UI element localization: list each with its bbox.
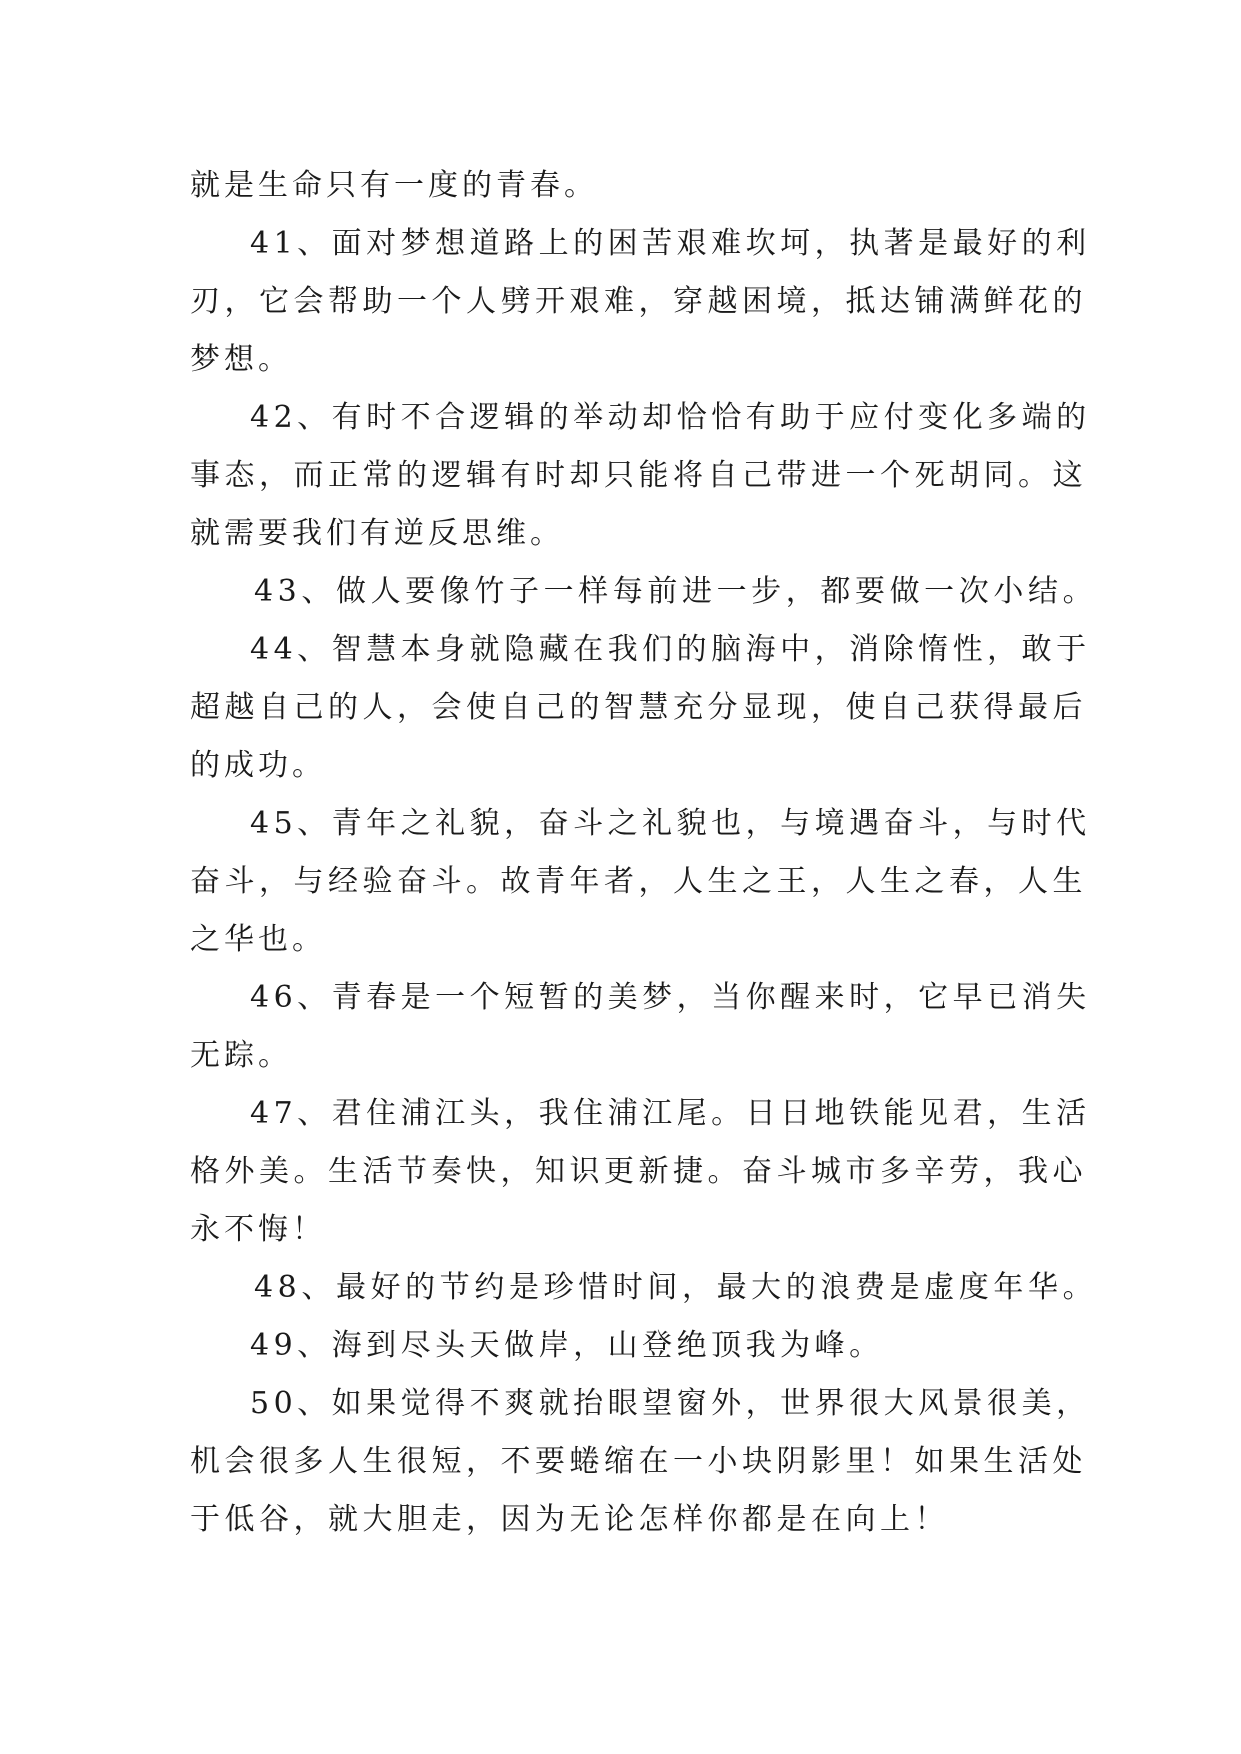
quote-48-line-1: 48、最好的节约是珍惜时间，最大的浪费是虚度年华。 (254, 1270, 1098, 1305)
paragraph-40-continuation: 就是生命只有一度的青春。 (190, 168, 598, 203)
quote-44-line-2: 超越自己的人，会使自己的智慧充分显现，使自己获得最后 (190, 690, 1087, 725)
quote-45-line-3: 之华也。 (190, 922, 326, 957)
quote-49-line-1: 49、海到尽头天做岸，山登绝顶我为峰。 (250, 1328, 884, 1363)
quote-41-line-3: 梦想。 (190, 342, 292, 377)
quote-47-line-1: 47、君住浦江头，我住浦江尾。日日地铁能见君，生活 (250, 1096, 1091, 1131)
quote-44-line-1: 44、智慧本身就隐藏在我们的脑海中，消除惰性，敢于 (250, 632, 1091, 667)
quote-46-line-2: 无踪。 (190, 1038, 292, 1073)
quote-42-line-2: 事态，而正常的逻辑有时却只能将自己带进一个死胡同。这 (190, 458, 1087, 493)
quote-50-line-1: 50、如果觉得不爽就抬眼望窗外，世界很大风景很美， (250, 1386, 1091, 1421)
quote-50-line-3: 于低谷，就大胆走，因为无论怎样你都是在向上！ (190, 1502, 949, 1537)
quote-41-line-1: 41、面对梦想道路上的困苦艰难坎坷，执著是最好的利 (250, 226, 1091, 261)
quote-44-line-3: 的成功。 (190, 748, 326, 783)
quote-42-line-1: 42、有时不合逻辑的举动却恰恰有助于应付变化多端的 (250, 400, 1091, 435)
quote-41-line-2: 刃，它会帮助一个人劈开艰难，穿越困境，抵达铺满鲜花的 (190, 284, 1087, 319)
quote-45-line-2: 奋斗，与经验奋斗。故青年者，人生之王，人生之春，人生 (190, 864, 1087, 899)
quote-47-line-2: 格外美。生活节奏快，知识更新捷。奋斗城市多辛劳，我心 (190, 1154, 1087, 1189)
quote-42-line-3: 就需要我们有逆反思维。 (190, 516, 564, 551)
quote-46-line-1: 46、青春是一个短暂的美梦，当你醒来时，它早已消失 (250, 980, 1091, 1015)
quote-50-line-2: 机会很多人生很短，不要蜷缩在一小块阴影里！如果生活处 (190, 1444, 1087, 1479)
quote-43-line-1: 43、做人要像竹子一样每前进一步，都要做一次小结。 (254, 574, 1098, 609)
quote-47-line-3: 永不悔！ (190, 1212, 326, 1247)
quote-45-line-1: 45、青年之礼貌，奋斗之礼貌也，与境遇奋斗，与时代 (250, 806, 1091, 841)
